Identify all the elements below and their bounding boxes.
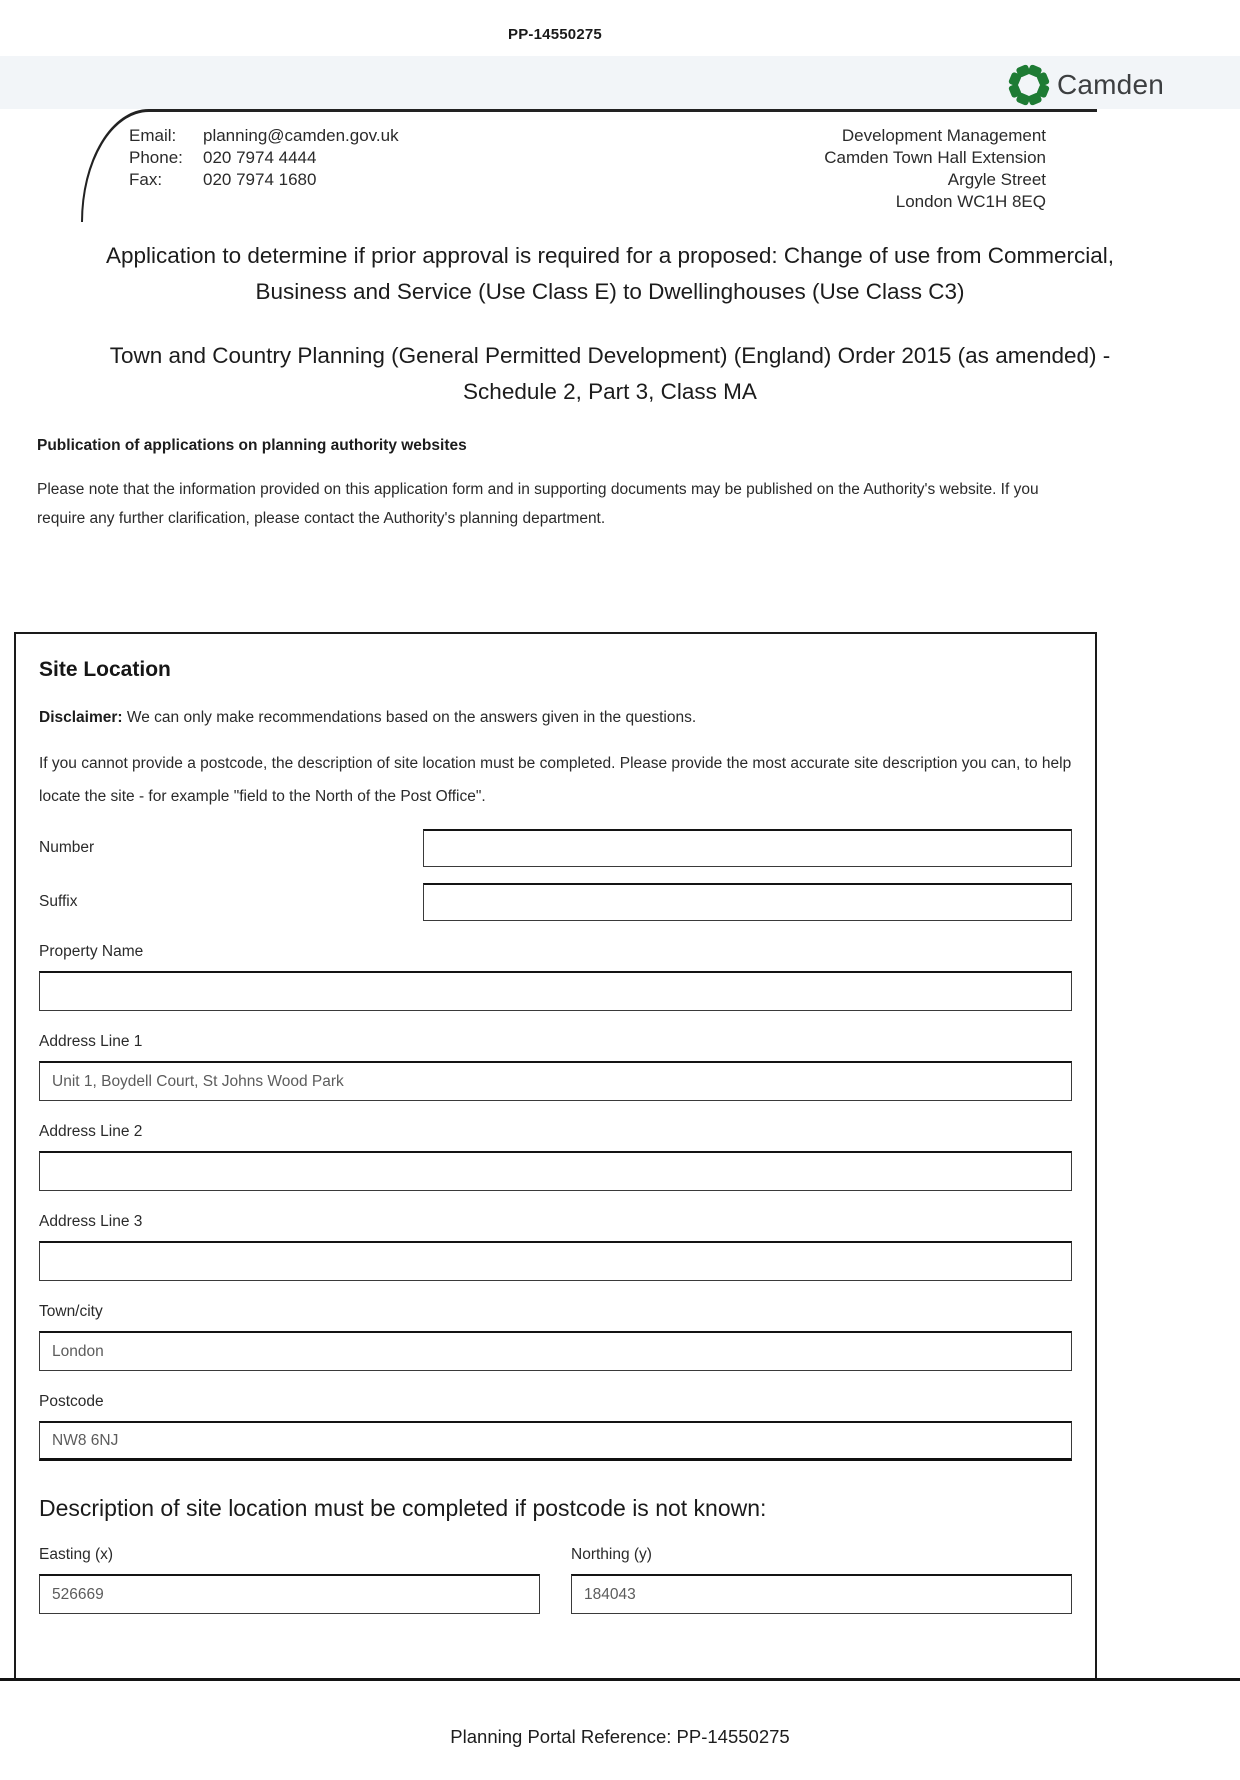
northing-label: Northing (y) — [571, 1546, 652, 1563]
authority-address-block — [824, 112, 1097, 222]
address-line-1-input[interactable] — [39, 1061, 1072, 1101]
contact-block — [83, 112, 399, 222]
suffix-label: Suffix — [39, 893, 78, 910]
footer-divider — [0, 1678, 1240, 1681]
disclaimer-text — [39, 706, 1072, 730]
number-field-row — [39, 829, 1072, 867]
title-block — [95, 238, 1125, 410]
header-contact-box — [81, 109, 1097, 222]
town-city-input[interactable] — [39, 1331, 1072, 1371]
contact-phone-row — [129, 147, 399, 169]
application-title: Application to determine if prior approval is required for a proposed: Change of use from Commercial, Business and Service (Use Class E) to Dwellinghouses (Use Class C3) — [106, 243, 1114, 304]
contact-fax-row — [129, 169, 399, 191]
camden-logo — [1004, 60, 1164, 110]
address-line-2-field — [39, 1123, 1072, 1191]
postcode-field — [39, 1393, 1072, 1461]
fax-label: Fax: — [129, 170, 163, 189]
property-name-label: Property Name — [39, 943, 144, 960]
camden-logo-text: Camden — [1056, 68, 1164, 100]
phone-label: Phone: — [129, 148, 183, 167]
easting-field — [39, 1546, 540, 1614]
address-line: Argyle Street — [947, 170, 1046, 189]
postcode-input[interactable] — [39, 1421, 1072, 1461]
address-line-3-input[interactable] — [39, 1241, 1072, 1281]
property-name-input[interactable] — [39, 971, 1072, 1011]
email-value: planning@camden.gov.uk — [203, 126, 399, 145]
site-location-intro: If you cannot provide a postcode, the description of site location must be completed. Please provide the most accurate site description you can, to help locate the site - for example "field to the North of the Post Office". — [39, 755, 1072, 805]
phone-value: 020 7974 4444 — [203, 148, 317, 167]
number-label: Number — [39, 839, 95, 856]
site-description-heading: Description of site location must be completed if postcode is not known: — [39, 1495, 767, 1521]
suffix-input[interactable] — [423, 883, 1072, 921]
address-line: Development Management — [841, 126, 1046, 145]
planning-portal-reference-footer: Planning Portal Reference: PP-14550275 — [450, 1726, 790, 1747]
northing-input[interactable] — [571, 1574, 1072, 1614]
town-city-field — [39, 1303, 1072, 1371]
address-line-2-input[interactable] — [39, 1151, 1072, 1191]
easting-input[interactable] — [39, 1574, 540, 1614]
planning-reference-top: PP-14550275 — [508, 26, 602, 43]
address-line-1-field — [39, 1033, 1072, 1101]
camden-logo-icon — [1004, 60, 1054, 110]
property-name-field — [39, 943, 1072, 1011]
publication-heading: Publication of applications on planning authority websites — [37, 437, 467, 454]
northing-field — [571, 1546, 1072, 1614]
contact-email-row — [129, 125, 399, 147]
logo-band — [0, 56, 1240, 109]
address-line: London WC1H 8EQ — [895, 192, 1046, 211]
site-location-section — [14, 632, 1097, 1678]
address-line-3-label: Address Line 3 — [39, 1213, 143, 1230]
address-line-1-label: Address Line 1 — [39, 1033, 143, 1050]
town-city-label: Town/city — [39, 1303, 103, 1320]
form-page — [0, 26, 1240, 1780]
disclaimer-body: We can only make recommendations based on the answers given in the questions. — [126, 709, 697, 726]
address-line-2-label: Address Line 2 — [39, 1123, 143, 1140]
number-input[interactable] — [423, 829, 1072, 867]
postcode-label: Postcode — [39, 1393, 104, 1410]
suffix-field-row — [39, 883, 1072, 921]
coordinates-row — [39, 1546, 1072, 1614]
fax-value: 020 7974 1680 — [203, 170, 317, 189]
address-line: Camden Town Hall Extension — [824, 148, 1046, 167]
address-line-3-field — [39, 1213, 1072, 1281]
email-label: Email: — [129, 126, 177, 145]
site-location-heading: Site Location — [39, 658, 171, 681]
publication-body: Please note that the information provided on this application form and in supporting documents may be published on the Authority's website. If you require any further clarification, please contact the Authority's planning department. — [37, 481, 1039, 527]
legislation-subtitle: Town and Country Planning (General Permitted Development) (England) Order 2015 (as amended) - Schedule 2, Part 3, Class MA — [109, 343, 1111, 404]
disclaimer-label: Disclaimer: — [39, 709, 123, 726]
easting-label: Easting (x) — [39, 1546, 114, 1563]
